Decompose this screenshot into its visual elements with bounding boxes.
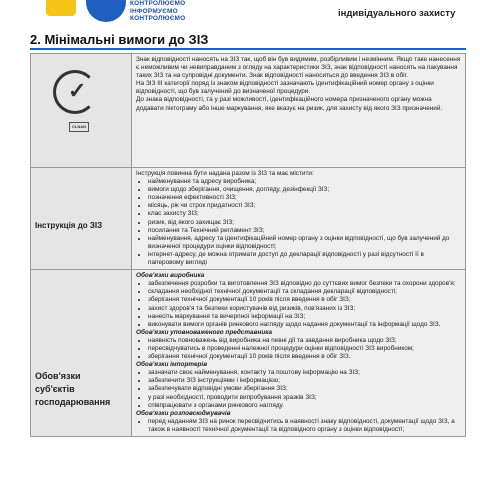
agency-logo-icon [86, 0, 126, 22]
trident-emblem-icon [46, 0, 76, 16]
page-header [0, 0, 480, 26]
conformity-sign [35, 56, 127, 165]
duties-label [31, 270, 132, 437]
duties-label-line: господарювання [35, 397, 111, 408]
paragraph: Знак відповідності наносять на ЗІЗ так, щоб він був видимим, розбірливим і незмінним. Якщо таке нанесення є неможливим чи невиправданим з огляду на характеристики ЗІЗ, знак відповідності наносять на пакування таких ЗІЗ та на супровідні документи. Знак відповідності наноситься до введення ЗІЗ в обіг. [136, 56, 461, 80]
list-item: • у разі необхідності, проводити випробування зразків ЗІЗ; [148, 394, 461, 402]
list-item: • співпрацювати з органами ринкового нагляду. [148, 402, 461, 410]
org-line: КОНТРОЛЮЄМО [130, 0, 186, 7]
group-heading: Обов'язки розповсюджувачів [136, 409, 231, 417]
group-heading: Обов'язки імпортерів [136, 361, 208, 369]
list-item: • клас захисту ЗІЗ; [148, 210, 461, 218]
list-item: • забезпечувати відповідні умови зберігання ЗІЗ; [148, 385, 461, 393]
list-item: • зазначати своє найменування, контакту та поштову інформацію на ЗІЗ; [148, 369, 461, 377]
sign-cell [31, 54, 132, 168]
instruction-label: Інструкція до ЗІЗ [31, 168, 132, 270]
list-item: • зберігання технічної документації 10 років після введення в обіг ЗІЗ. [148, 353, 461, 361]
paragraph: До знака відповідності, та у разі можливості, ідентифікаційного номера призначеного органу можна додавати піктограму або інше маркування, яке вказує на ризик, для захисту від якого ЗІЗ призначений. [136, 96, 443, 112]
duties-cell [132, 270, 466, 437]
org-line: ІНФОРМУЄМО [130, 7, 178, 15]
list-item: • вимоги щодо зберігання, очищення, догляду, дезінфекції ЗІЗ; [148, 186, 461, 194]
header-right-text: індивідуального захисту [338, 8, 456, 19]
list-item: • посилання та Технічний регламент ЗІЗ; [148, 227, 461, 235]
list-item: • захист здоров'я та безпеки користувачів від ризиків, пов'язаних із ЗІЗ; [148, 305, 461, 313]
table-row [31, 270, 466, 437]
paragraph: На ЗІЗ III категорії поряд із знаком відповідності зазначають ідентифікаційний номер органу з оцінки відповідності, що був залучений до визначеної процедури. [136, 80, 434, 96]
trident-check-icon: ✓ [68, 78, 87, 103]
section-divider [30, 48, 466, 50]
instruction-list [136, 178, 461, 267]
list-item: • виконувати вимоги органів ринкового нагляду щодо надання документації та інформації щодо ЗІЗ. [148, 321, 461, 329]
list-item: • пересвідчуватись в проведенні належної процедури оцінки відповідності ЗІЗ виробником; [148, 345, 461, 353]
list-item: • забезпечення розробки та виготовлення ЗІЗ відповідно до суттєвих вимог безпеки та охорони здоров'я; [148, 280, 461, 288]
duties-list [136, 337, 461, 361]
section-title: 2. Мінімальні вимоги до ЗІЗ [30, 32, 209, 47]
list-item: • ризик, від якого захищає ЗІЗ; [148, 219, 461, 227]
list-item: • перед наданням ЗІЗ на ринок пересвідчитись в наявності знаку відповідності, документації щодо ЗІЗ, а також в наявності технічної документації та відповідного органу з оцінки відповідності; [148, 418, 461, 434]
org-line: КОНТРОЛЮЄМО [130, 15, 186, 22]
duties-list [136, 280, 461, 329]
list-item: • складання необхідної технічної документації та складання декларації відповідності; [148, 288, 461, 296]
list-item: • інтернет-адресу, де можна отримати доступ до декларації відповідності у разі відсутності її в паперовому вигляді [148, 251, 461, 267]
list-item: • найменування та адресу виробника; [148, 178, 461, 186]
duties-label-line: Обов'язки [35, 371, 81, 382]
duties-list [136, 418, 461, 434]
list-item: • найменування, адресу та ідентифікаційний номер органу з оцінки відповідності, що був залучений до визначеної процедури оцінки відповідності; [148, 235, 461, 251]
duties-list [136, 369, 461, 409]
instruction-intro: Інструкція повинна бути надана разом із ЗІЗ та має містити: [136, 170, 314, 177]
table-row [31, 168, 466, 270]
requirements-table [30, 53, 466, 437]
group-heading: Обов'язки уповноваженого представника [136, 328, 273, 336]
instruction-cell [132, 168, 466, 270]
list-item: • місяць, рік чи строк придатності ЗІЗ; [148, 202, 461, 210]
list-item: • забезпечити ЗІЗ інструкціями і інформацією; [148, 377, 461, 385]
sign-caption: CLNAN [69, 122, 89, 132]
list-item: • нанесіть маркування та вичерпної інформації на ЗІЗ; [148, 313, 461, 321]
group-heading: Обов'язки виробника [136, 272, 205, 280]
sign-text-cell [132, 54, 466, 168]
list-item: • зберігання технічної документації 10 років після введення в обіг ЗІЗ; [148, 296, 461, 304]
org-name [130, 0, 185, 23]
list-item: • наявність повноважень від виробника на певні дії та завдання виробника щодо ЗІЗ; [148, 337, 461, 345]
table-row [31, 54, 466, 168]
duties-label-line: суб'єктів [35, 384, 75, 395]
list-item: • позначення ефективності ЗІЗ; [148, 194, 461, 202]
